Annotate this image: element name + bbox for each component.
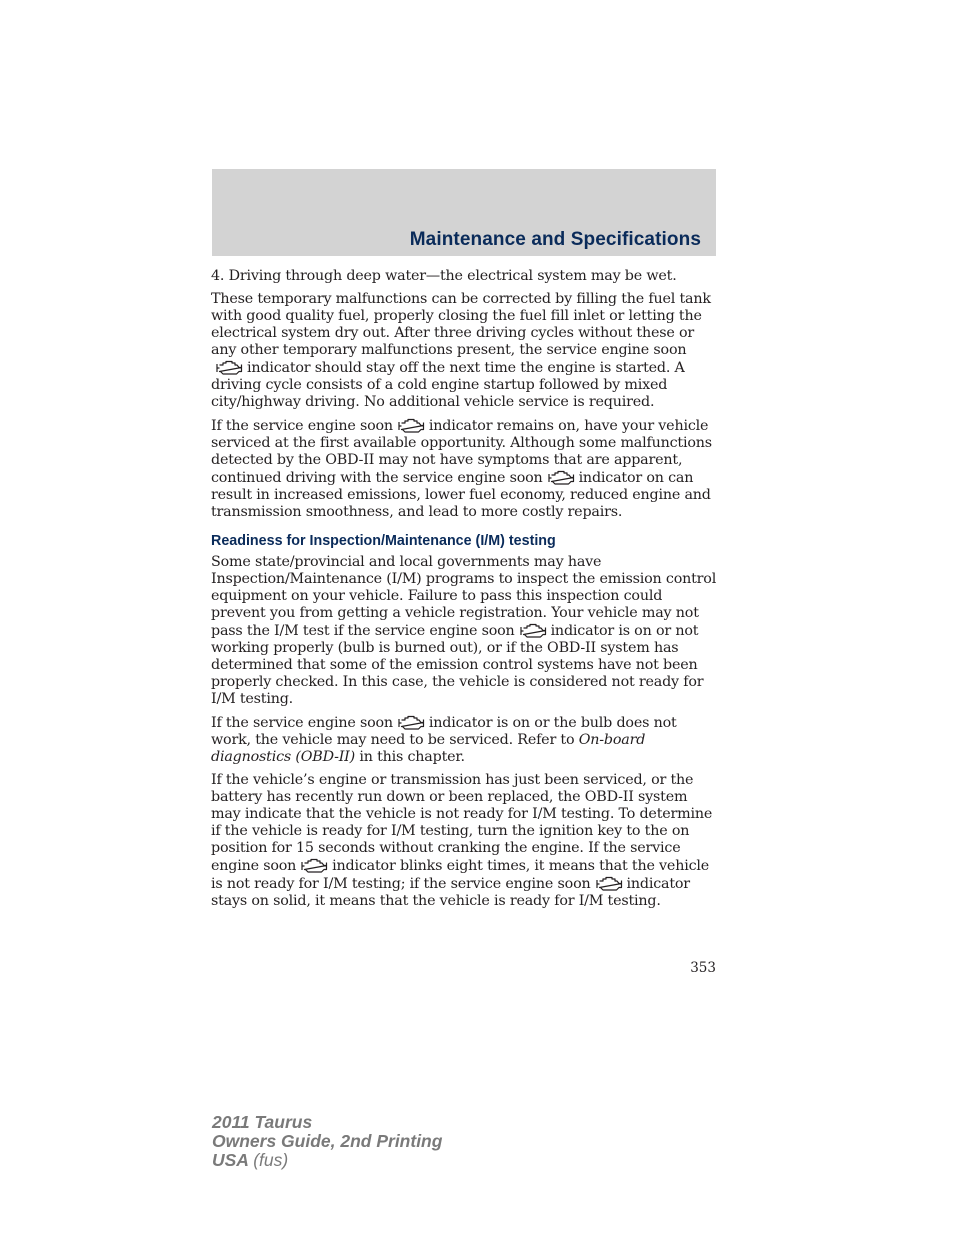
check-engine-icon [595, 875, 623, 892]
paragraph-readiness-check: If the vehicle’s engine or transmission has just been serviced, or the battery has recently run down or been replaced, the OBD-II system may indicate that the vehicle is not ready for I/M testing. To determine if the vehicle is ready for I/M testing, turn the ignition key to the on position for 15 seconds without cranking the engine. If the service engine soon indicator blinks eight times, it means that the vehicle is not ready for I/M testing; if the service engine soon indicator stays on solid, it means that the vehicle is ready for I/M testing. [211, 772, 713, 909]
check-engine-icon [215, 359, 243, 376]
cross-reference: On-board diagnostics (OBD-II) [211, 732, 646, 765]
paragraph-indicator-remains-on: If the service engine soon indicator remains on, have your vehicle serviced at the first available opportunity. Although some malfunctions detected by the OBD-II may not have symptoms that are apparent, continued driving with the service engine soon indicator on can result in increased emissions, lower fuel economy, reduced engine and transmission smoothness, and lead to more costly repairs. [211, 418, 712, 520]
check-engine-icon [300, 857, 328, 874]
check-engine-icon [547, 469, 575, 486]
page-number: 353 [690, 960, 716, 976]
page-content [211, 268, 717, 916]
paragraph-temporary-malfunctions: These temporary malfunctions can be corrected by filling the fuel tank with good quality fuel, properly closing the fuel fill inlet or letting the electrical system dry out. After three driving cycles without these or any other temporary malfunctions present, the service engine soon indicator should stay off the next time the engine is started. A driving cycle consists of a cold engine startup followed by mixed city/highway driving. No additional vehicle service is required. [211, 291, 711, 410]
paragraph-bulb-not-working: If the service engine soon indicator is on or the bulb does not work, the vehicle may need to be serviced. Refer to On-board diagnostics (OBD-II) in this chapter. [211, 715, 677, 765]
paragraph-im-programs: Some state/provincial and local governments may have Inspection/Maintenance (I/M) programs to inspect the emission control equipment on your vehicle. Failure to pass this inspection could prevent you from getting a vehicle registration. Your vehicle may not pass the I/M test if the service engine soon indicator is on or not working properly (bulb is burned out), or if the OBD-II system has determined that some of the emission control systems have not been properly checked. In this case, the vehicle is considered not ready for I/M testing. [211, 554, 717, 707]
check-engine-icon [397, 714, 425, 731]
check-engine-icon [397, 417, 425, 434]
footer-model: 2011 Taurus [212, 1112, 313, 1132]
footer-guide: Owners Guide, 2nd Printing [212, 1131, 443, 1151]
paragraph-deep-water: 4. Driving through deep water—the electrical system may be wet. [211, 268, 677, 284]
footer-region: USA (fus) [212, 1150, 289, 1170]
section-title: Maintenance and Specifications [409, 229, 701, 250]
document-footer [212, 1113, 442, 1170]
check-engine-icon [519, 622, 547, 639]
subsection-heading: Readiness for Inspection/Maintenance (I/M) testing [211, 533, 556, 549]
section-header-band [212, 169, 716, 256]
